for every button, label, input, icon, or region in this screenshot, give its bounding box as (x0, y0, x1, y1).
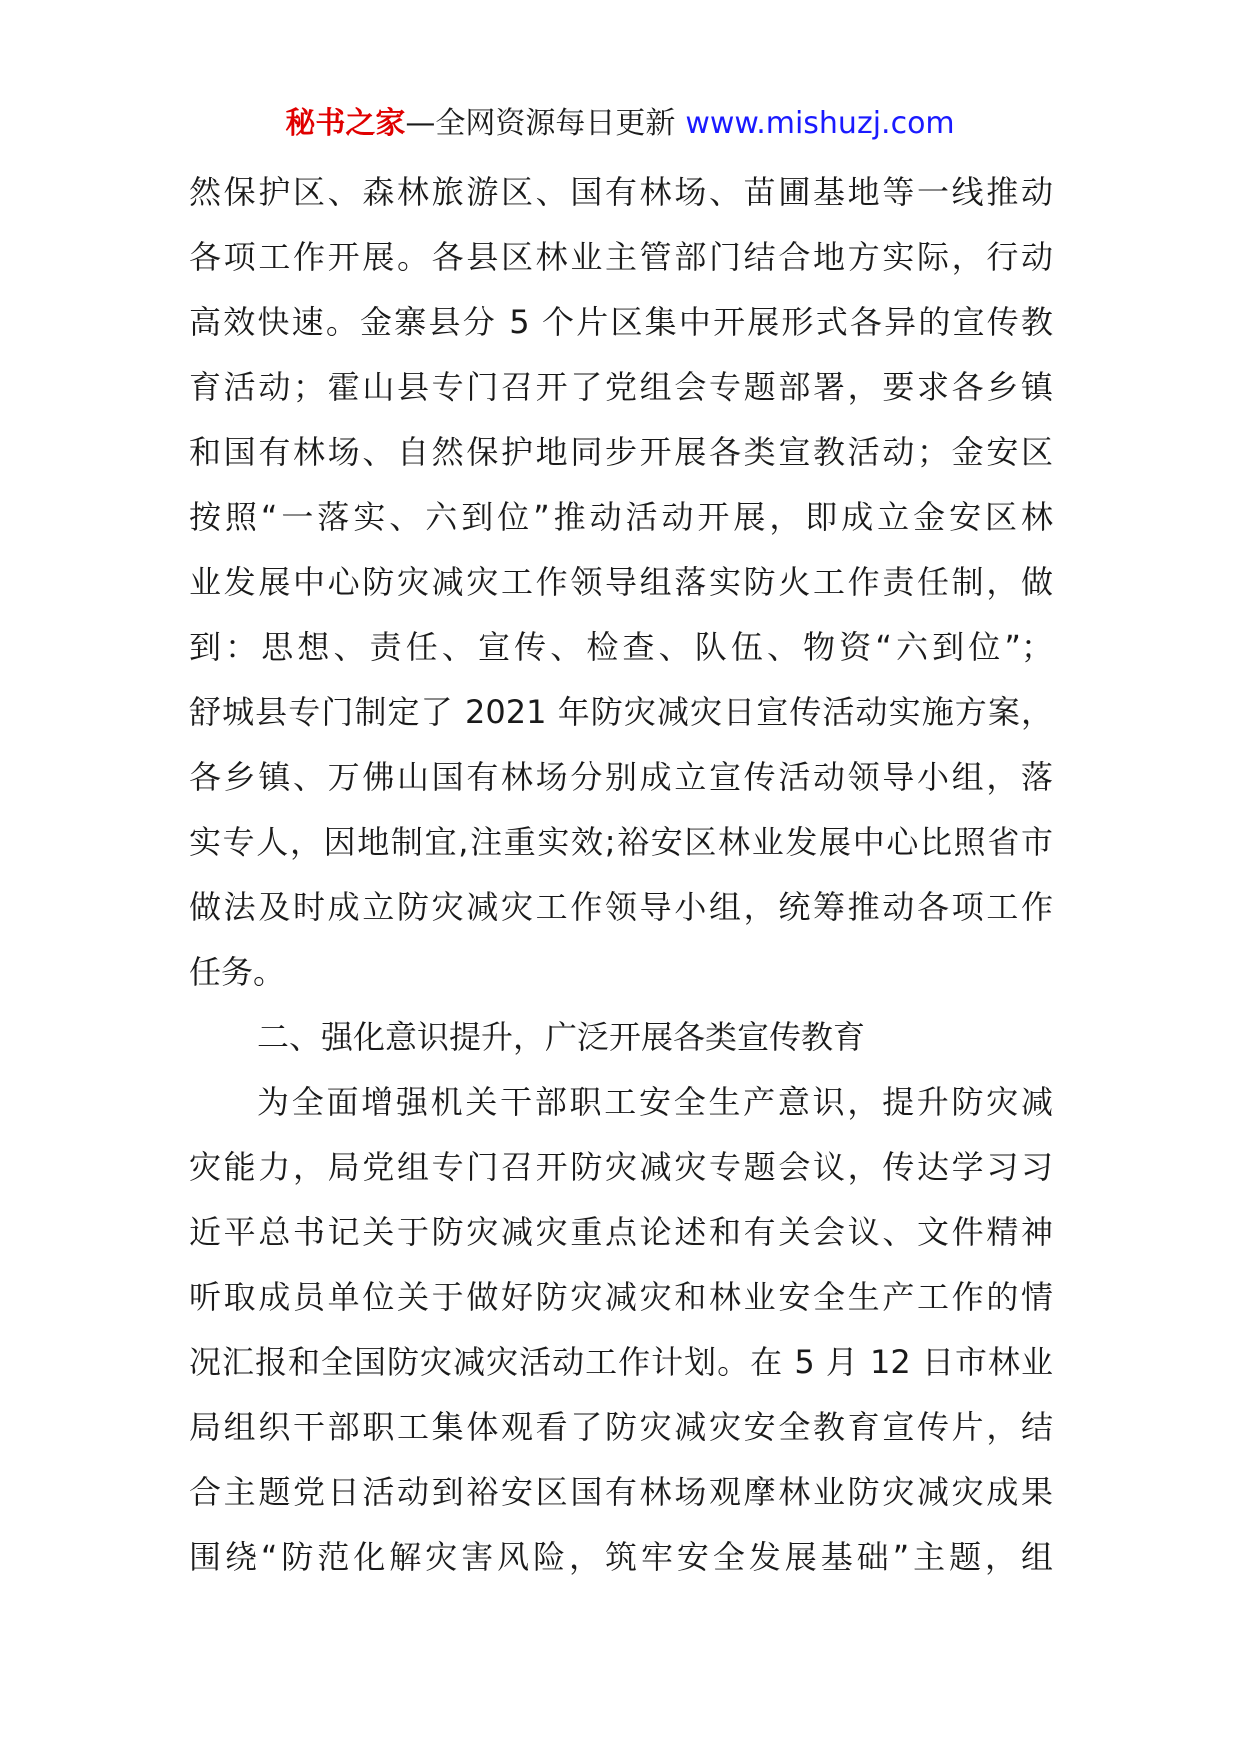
text-line: 况汇报和全国防灾减灾活动工作计划。在 5 月 12 日市林业 (189, 1343, 1053, 1381)
text-line: 育活动；霍山县专门召开了党组会专题部署，要求各乡镇 (189, 368, 1053, 406)
text-line: 各乡镇、万佛山国有林场分别成立宣传活动领导小组，落 (189, 758, 1053, 796)
text-line: 业发展中心防灾减灾工作领导组落实防火工作责任制，做 (189, 563, 1053, 601)
text-line: 近平总书记关于防灾减灾重点论述和有关会议、文件精神 (189, 1213, 1053, 1251)
text-line: 实专人，因地制宜,注重实效;裕安区林业发展中心比照省市 (189, 823, 1053, 861)
text-line: 任务。 (189, 953, 286, 991)
text-line: 合主题党日活动到裕安区国有林场观摩林业防灾减灾成果 (189, 1473, 1053, 1511)
site-header (0, 104, 1240, 144)
text-line: 围绕“防范化解灾害风险，筑牢安全发展基础”主题，组 (189, 1538, 1053, 1576)
text-line: 局组织干部职工集体观看了防灾减灾安全教育宣传片，结 (189, 1408, 1053, 1446)
brand-name: 秘书之家 (285, 106, 406, 141)
text-line: 听取成员单位关于做好防灾减灾和林业安全生产工作的情 (189, 1278, 1053, 1316)
text-line: 然保护区、森林旅游区、国有林场、苗圃基地等一线推动 (189, 173, 1053, 211)
text-line: 灾能力，局党组专门召开防灾减灾专题会议，传达学习习 (189, 1148, 1053, 1186)
text-line: 高效快速。金寨县分 5 个片区集中开展形式各异的宣传教 (189, 303, 1053, 341)
text-line: 到：思想、责任、宣传、检查、队伍、物资“六到位”； (189, 628, 1053, 666)
header-slogan: —全网资源每日更新 (405, 106, 676, 141)
text-line: 各项工作开展。各县区林业主管部门结合地方实际，行动 (189, 238, 1053, 276)
text-line: 为全面增强机关干部职工安全生产意识，提升防灾减 (257, 1083, 1053, 1121)
text-line: 做法及时成立防灾减灾工作领导小组，统筹推动各项工作 (189, 888, 1053, 926)
text-line: 按照“一落实、六到位”推动活动开展，即成立金安区林 (189, 498, 1053, 536)
section-heading: 二、强化意识提升，广泛开展各类宣传教育 (257, 1018, 866, 1056)
document-body (189, 160, 1053, 1590)
text-line: 舒城县专门制定了 2021 年防灾减灾日宣传活动实施方案， (189, 693, 1053, 731)
text-line: 和国有林场、自然保护地同步开展各类宣教活动；金安区 (189, 433, 1053, 471)
site-url-link[interactable]: www.mishuzj.com (685, 106, 955, 141)
